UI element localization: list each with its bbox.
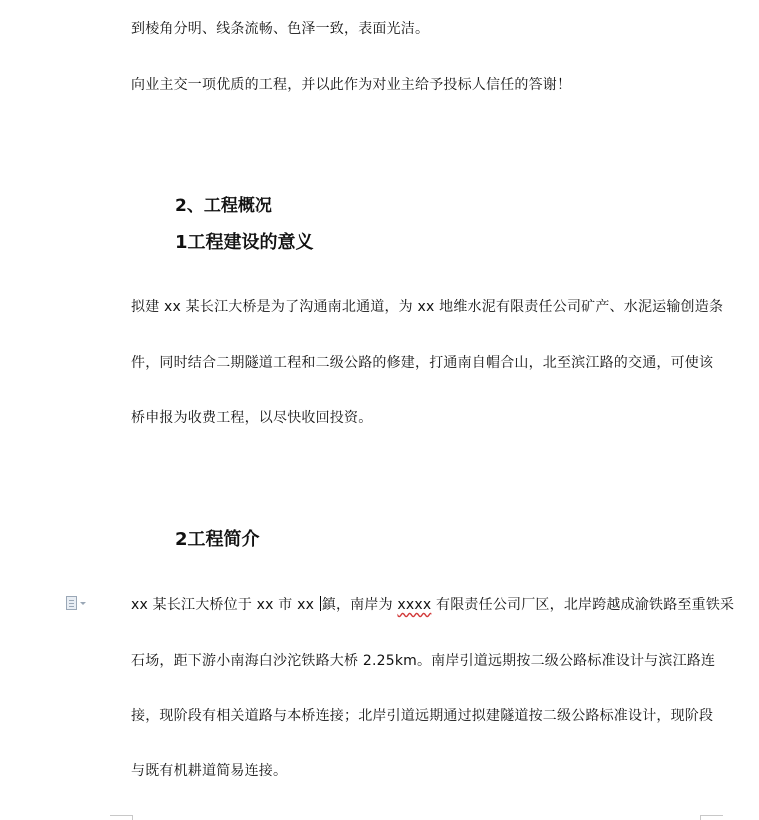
body-line: 到棱角分明、线条流畅、色泽一致，表面光洁。 [131,21,430,37]
subsection-heading-significance: 1工程建设的意义 [175,232,314,253]
body-line: 与既有机耕道简易连接。 [131,763,288,779]
body-line: 石场，距下游小南海白沙沱铁路大桥 2.25km。南岸引道远期按二级公路标准设计与滨江路连 [131,653,716,669]
page-corner-mark [700,815,723,820]
spelling-error[interactable]: xxxx [397,597,432,613]
body-line: 接，现阶段有相关道路与本桥连接；北岸引道远期通过拟建隧道按二级公路标准设计，现阶段 [131,708,714,724]
page-corner-mark [110,815,133,820]
paragraph-options-icon[interactable] [66,596,86,610]
section-heading: 2、工程概况 [175,196,272,216]
document-icon [66,596,77,610]
body-line: 件，同时结合二期隧道工程和二级公路的修建，打通南自帽合山，北至滨江路的交通，可使该 [131,355,714,371]
body-line: 拟建 xx 某长江大桥是为了沟通南北通道，为 xx 地维水泥有限责任公司矿产、水泥运输创造条 [131,299,724,315]
body-line: xx 某长江大桥位于 xx 市 xx 鎮，南岸为 xxxx 有限责任公司厂区，北岸跨越成渝铁路至重铁采 [131,597,735,613]
subsection-heading-intro: 2工程简介 [175,529,260,550]
body-line: 向业主交一项优质的工程，并以此作为对业主给予投标人信任的答谢！ [131,77,572,93]
body-line: 桥申报为收费工程，以尽快收回投资。 [131,410,373,426]
text-cursor [320,596,321,611]
chevron-down-icon [80,602,86,605]
